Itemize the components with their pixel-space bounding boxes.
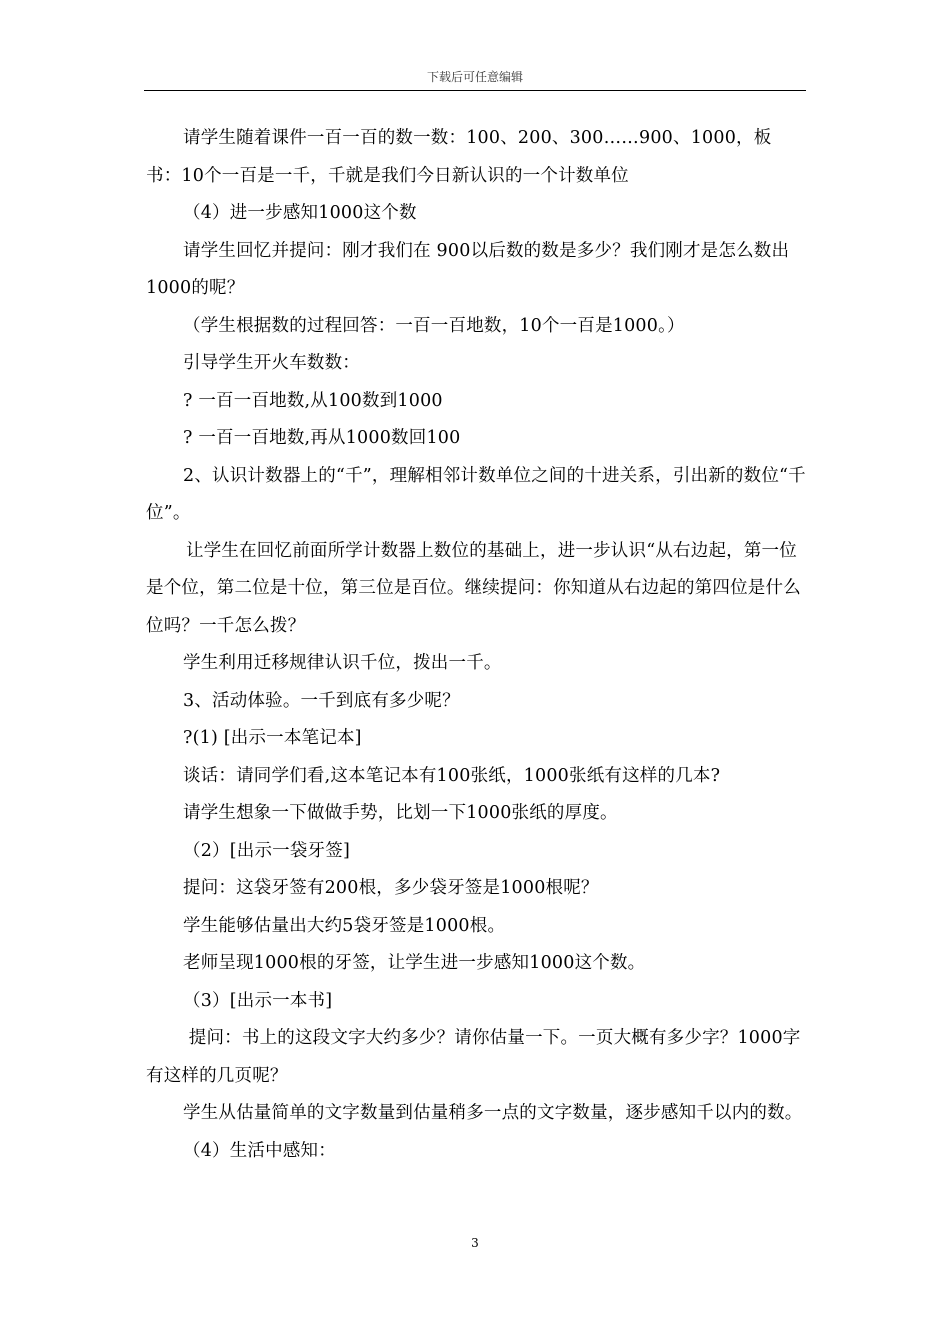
paragraph: 请学生随着课件一百一百的数一数：100、200、300……900、1000，板书：10个一百是一千，千就是我们今日新认识的一个计数单位 <box>146 128 772 186</box>
paragraph: （4）生活中感知： <box>183 1140 336 1161</box>
section-heading: 3、活动体验。一千到底有多少呢？ <box>183 690 460 711</box>
section-heading: 2、认识计数器上的“千”，理解相邻计数单位之间的十进关系，引出新的数位“千位”。 <box>146 465 806 523</box>
paragraph: 老师呈现1000根的牙签，让学生进一步感知1000这个数。 <box>183 953 646 973</box>
paragraph: 学生能够估量出大约5袋牙签是1000根。 <box>183 915 506 936</box>
paragraph: 学生利用迁移规律认识千位，拨出一千。 <box>183 653 502 673</box>
paragraph: （2）[出示一袋牙签] <box>183 840 350 861</box>
page-header: 下载后可任意编辑 <box>426 70 523 84</box>
list-item: ? 一百一百地数,再从1000数回100 <box>183 428 461 448</box>
paragraph: （3）[出示一本书] <box>183 990 333 1011</box>
document-body <box>146 120 806 1170</box>
paragraph: 谈话：请同学们看,这本笔记本有100张纸，1000张纸有这样的几本? <box>183 765 721 786</box>
paragraph: 引导学生开火车数数： <box>183 353 360 373</box>
paragraph: 提问：这袋牙签有200根，多少袋牙签是1000根呢？ <box>183 878 599 898</box>
paragraph: 提问：书上的这段文字大约多少？请你估量一下。一页大概有多少字？1000字有这样的几页呢？ <box>146 1028 801 1086</box>
paragraph: （学生根据数的过程回答：一百一百地数，10个一百是1000。） <box>183 315 685 336</box>
page-number: 3 <box>471 1236 479 1250</box>
paragraph: 请学生想象一下做做手势，比划一下1000张纸的厚度。 <box>183 803 618 823</box>
header-rule <box>144 90 806 91</box>
paragraph: ?(1) [出示一本笔记本] <box>183 728 362 748</box>
paragraph: （4）进一步感知1000这个数 <box>183 203 417 223</box>
paragraph: 让学生在回忆前面所学计数器上数位的基础上，进一步认识“从右边起，第一位是个位，第二位是十位，第三位是百位。继续提问：你知道从右边起的第四位是什么位吗？一千怎么拨？ <box>146 540 801 636</box>
paragraph: 学生从估量简单的文字数量到估量稍多一点的文字数量，逐步感知千以内的数。 <box>183 1103 803 1123</box>
paragraph: 请学生回忆并提问：刚才我们在 900以后数的数是多少？我们刚才是怎么数出1000的呢？ <box>146 240 790 298</box>
list-item: ? 一百一百地数,从100数到1000 <box>183 390 443 411</box>
